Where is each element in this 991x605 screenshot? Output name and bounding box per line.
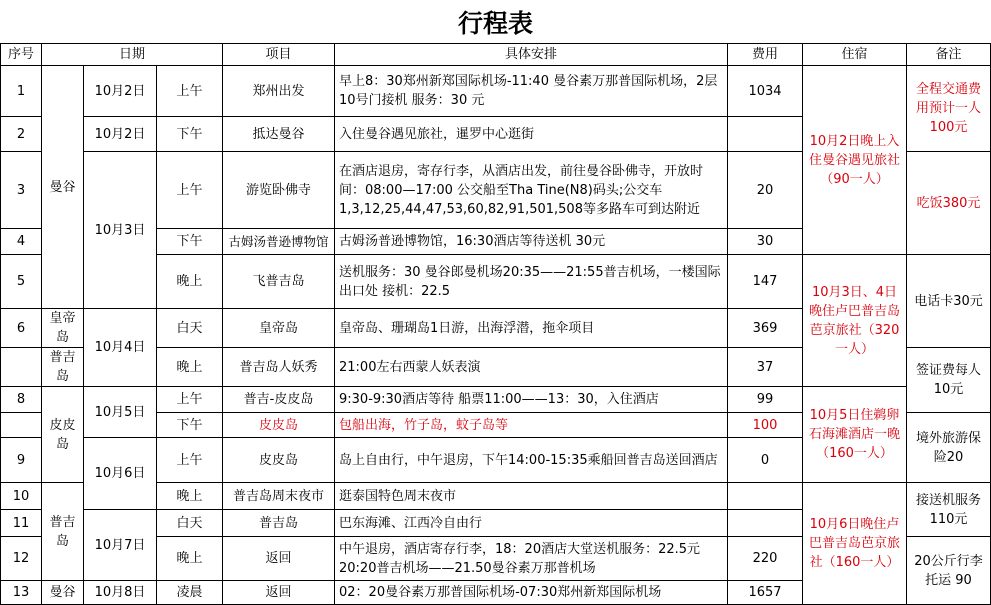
notes-cell: 吃饭380元 [907,152,991,255]
header-row [1,44,991,66]
row-time: 上午 [157,438,223,483]
row-seq: 3 [1,152,42,229]
row-date: 10月2日 [84,117,157,152]
row-detail: 9:30-9:30酒店等待 船票11:00——13：30，入住酒店 [335,387,728,413]
row-time: 晚上 [157,537,223,581]
row-date: 10月5日 [84,387,157,438]
row-cost [728,117,803,152]
row-date: 10月4日 [84,309,157,387]
row-time: 上午 [157,66,223,117]
row-time: 下午 [157,413,223,438]
row-seq: 4 [1,229,42,255]
row-time: 上午 [157,387,223,413]
row-cost [728,483,803,510]
row-detail: 在酒店退房，寄存行李，从酒店出发，前往曼谷卧佛寺，开放时间：08:00—17:00 公交船至Tha Tine(N8)码头;公交车1,3,12,25,44,47,53,60,82,91,501,508等多路车可到达附近 [335,152,728,229]
row-cost: 147 [728,255,803,309]
row-cost [728,510,803,537]
row-time: 晚上 [157,255,223,309]
row-date: 10月8日 [84,581,157,605]
row-time: 白天 [157,510,223,537]
row-seq [1,348,42,387]
header-date: 日期 [42,44,223,66]
notes-cell: 电话卡30元 [907,255,991,348]
row-time: 白天 [157,309,223,348]
row-seq: 1 [1,66,42,117]
row-cost: 1034 [728,66,803,117]
itinerary-table [0,43,991,605]
row-item: 皇帝岛 [223,309,335,348]
row-place: 普吉岛 [42,483,84,581]
row-seq: 10 [1,483,42,510]
row-cost: 100 [728,413,803,438]
row-detail: 岛上自由行，中午退房，下午14:00-15:35乘船回普吉岛送回酒店 [335,438,728,483]
row-item: 返回 [223,581,335,605]
row-item: 普吉岛人妖秀 [223,348,335,387]
row-place: 皮皮岛 [42,387,84,483]
row-date: 10月2日 [84,66,157,117]
lodging-cell: 10月6日晚住卢巴普吉岛芭京旅社（160一人） [803,483,907,605]
row-item: 郑州出发 [223,66,335,117]
row-seq: 6 [1,309,42,348]
row-detail: 包船出海，竹子岛，蚊子岛等 [335,413,728,438]
table-row [1,387,991,413]
row-time: 晚上 [157,483,223,510]
row-detail: 送机服务：30 曼谷郎曼机场20:35——21:55普吉机场，一楼国际出口处 接机：22.5 [335,255,728,309]
row-item: 普吉岛周末夜市 [223,483,335,510]
lodging-cell: 10月5日住鹈卵石海滩酒店一晚（160一人） [803,387,907,483]
row-detail: 古姆汤普逊博物馆，16:30酒店等待送机 30元 [335,229,728,255]
row-detail: 早上8：30郑州新郑国际机场-11:40 曼谷素万那普国际机场，2层10号门接机 服务：30 元 [335,66,728,117]
row-detail: 皇帝岛、珊瑚岛1日游，出海浮潜，拖伞项目 [335,309,728,348]
row-date: 10月6日 [84,438,157,510]
row-time: 下午 [157,229,223,255]
row-seq: 2 [1,117,42,152]
row-item: 飞普吉岛 [223,255,335,309]
row-date: 10月7日 [84,510,157,581]
row-seq: 9 [1,438,42,483]
row-cost: 369 [728,309,803,348]
row-date: 10月3日 [84,152,157,309]
row-place: 皇帝岛 [42,309,84,348]
row-item: 抵达曼谷 [223,117,335,152]
row-item: 普吉岛 [223,510,335,537]
row-detail: 21:00左右西蒙人妖表演 [335,348,728,387]
row-detail: 巴东海滩、江西冷自由行 [335,510,728,537]
row-cost: 99 [728,387,803,413]
row-seq: 11 [1,510,42,537]
row-seq: 8 [1,387,42,413]
row-item: 游览卧佛寺 [223,152,335,229]
header-item: 项目 [223,44,335,66]
row-seq: 13 [1,581,42,605]
notes-cell: 境外旅游保险20 [907,413,991,483]
row-place: 曼谷 [42,581,84,605]
lodging-cell: 10月3日、4日晚住卢巴普吉岛芭京旅社（320一人） [803,255,907,387]
header-lodging: 住宿 [803,44,907,66]
row-time: 凌晨 [157,581,223,605]
row-item: 古姆汤普逊博物馆 [223,229,335,255]
row-place: 普吉岛 [42,348,84,387]
lodging-cell: 10月2日晚上入住曼谷遇见旅社（90一人） [803,66,907,255]
row-place: 曼谷 [42,66,84,309]
row-cost: 1657 [728,581,803,605]
table-row [1,66,991,117]
row-detail: 入住曼谷遇见旅社，暹罗中心逛街 [335,117,728,152]
row-detail: 中午退房，酒店寄存行李，18：20酒店大堂送机服务：22.5元 20:20普吉机场——21.50曼谷素万那普机场 [335,537,728,581]
notes-cell: 全程交通费用预计一人100元 [907,66,991,152]
row-item: 普吉-皮皮岛 [223,387,335,413]
row-time: 上午 [157,152,223,229]
row-item: 返回 [223,537,335,581]
header-seq: 序号 [1,44,42,66]
notes-cell: 20公斤行李托运 90 [907,537,991,605]
row-item: 皮皮岛 [223,413,335,438]
row-item: 皮皮岛 [223,438,335,483]
page-title: 行程表 [457,8,533,38]
row-cost: 37 [728,348,803,387]
header-detail: 具体安排 [335,44,728,66]
row-cost: 0 [728,438,803,483]
row-cost: 30 [728,229,803,255]
row-cost: 220 [728,537,803,581]
header-notes: 备注 [907,44,991,66]
row-time: 下午 [157,117,223,152]
row-seq: 5 [1,255,42,309]
notes-cell: 接送机服务110元 [907,483,991,537]
row-cost: 20 [728,152,803,229]
row-detail: 逛泰国特色周末夜市 [335,483,728,510]
header-cost: 费用 [728,44,803,66]
notes-cell: 签证费每人10元 [907,348,991,413]
row-seq [1,413,42,438]
row-detail: 02：20曼谷素万那普国际机场-07:30郑州新郑国际机场 [335,581,728,605]
row-time: 晚上 [157,348,223,387]
row-seq: 12 [1,537,42,581]
